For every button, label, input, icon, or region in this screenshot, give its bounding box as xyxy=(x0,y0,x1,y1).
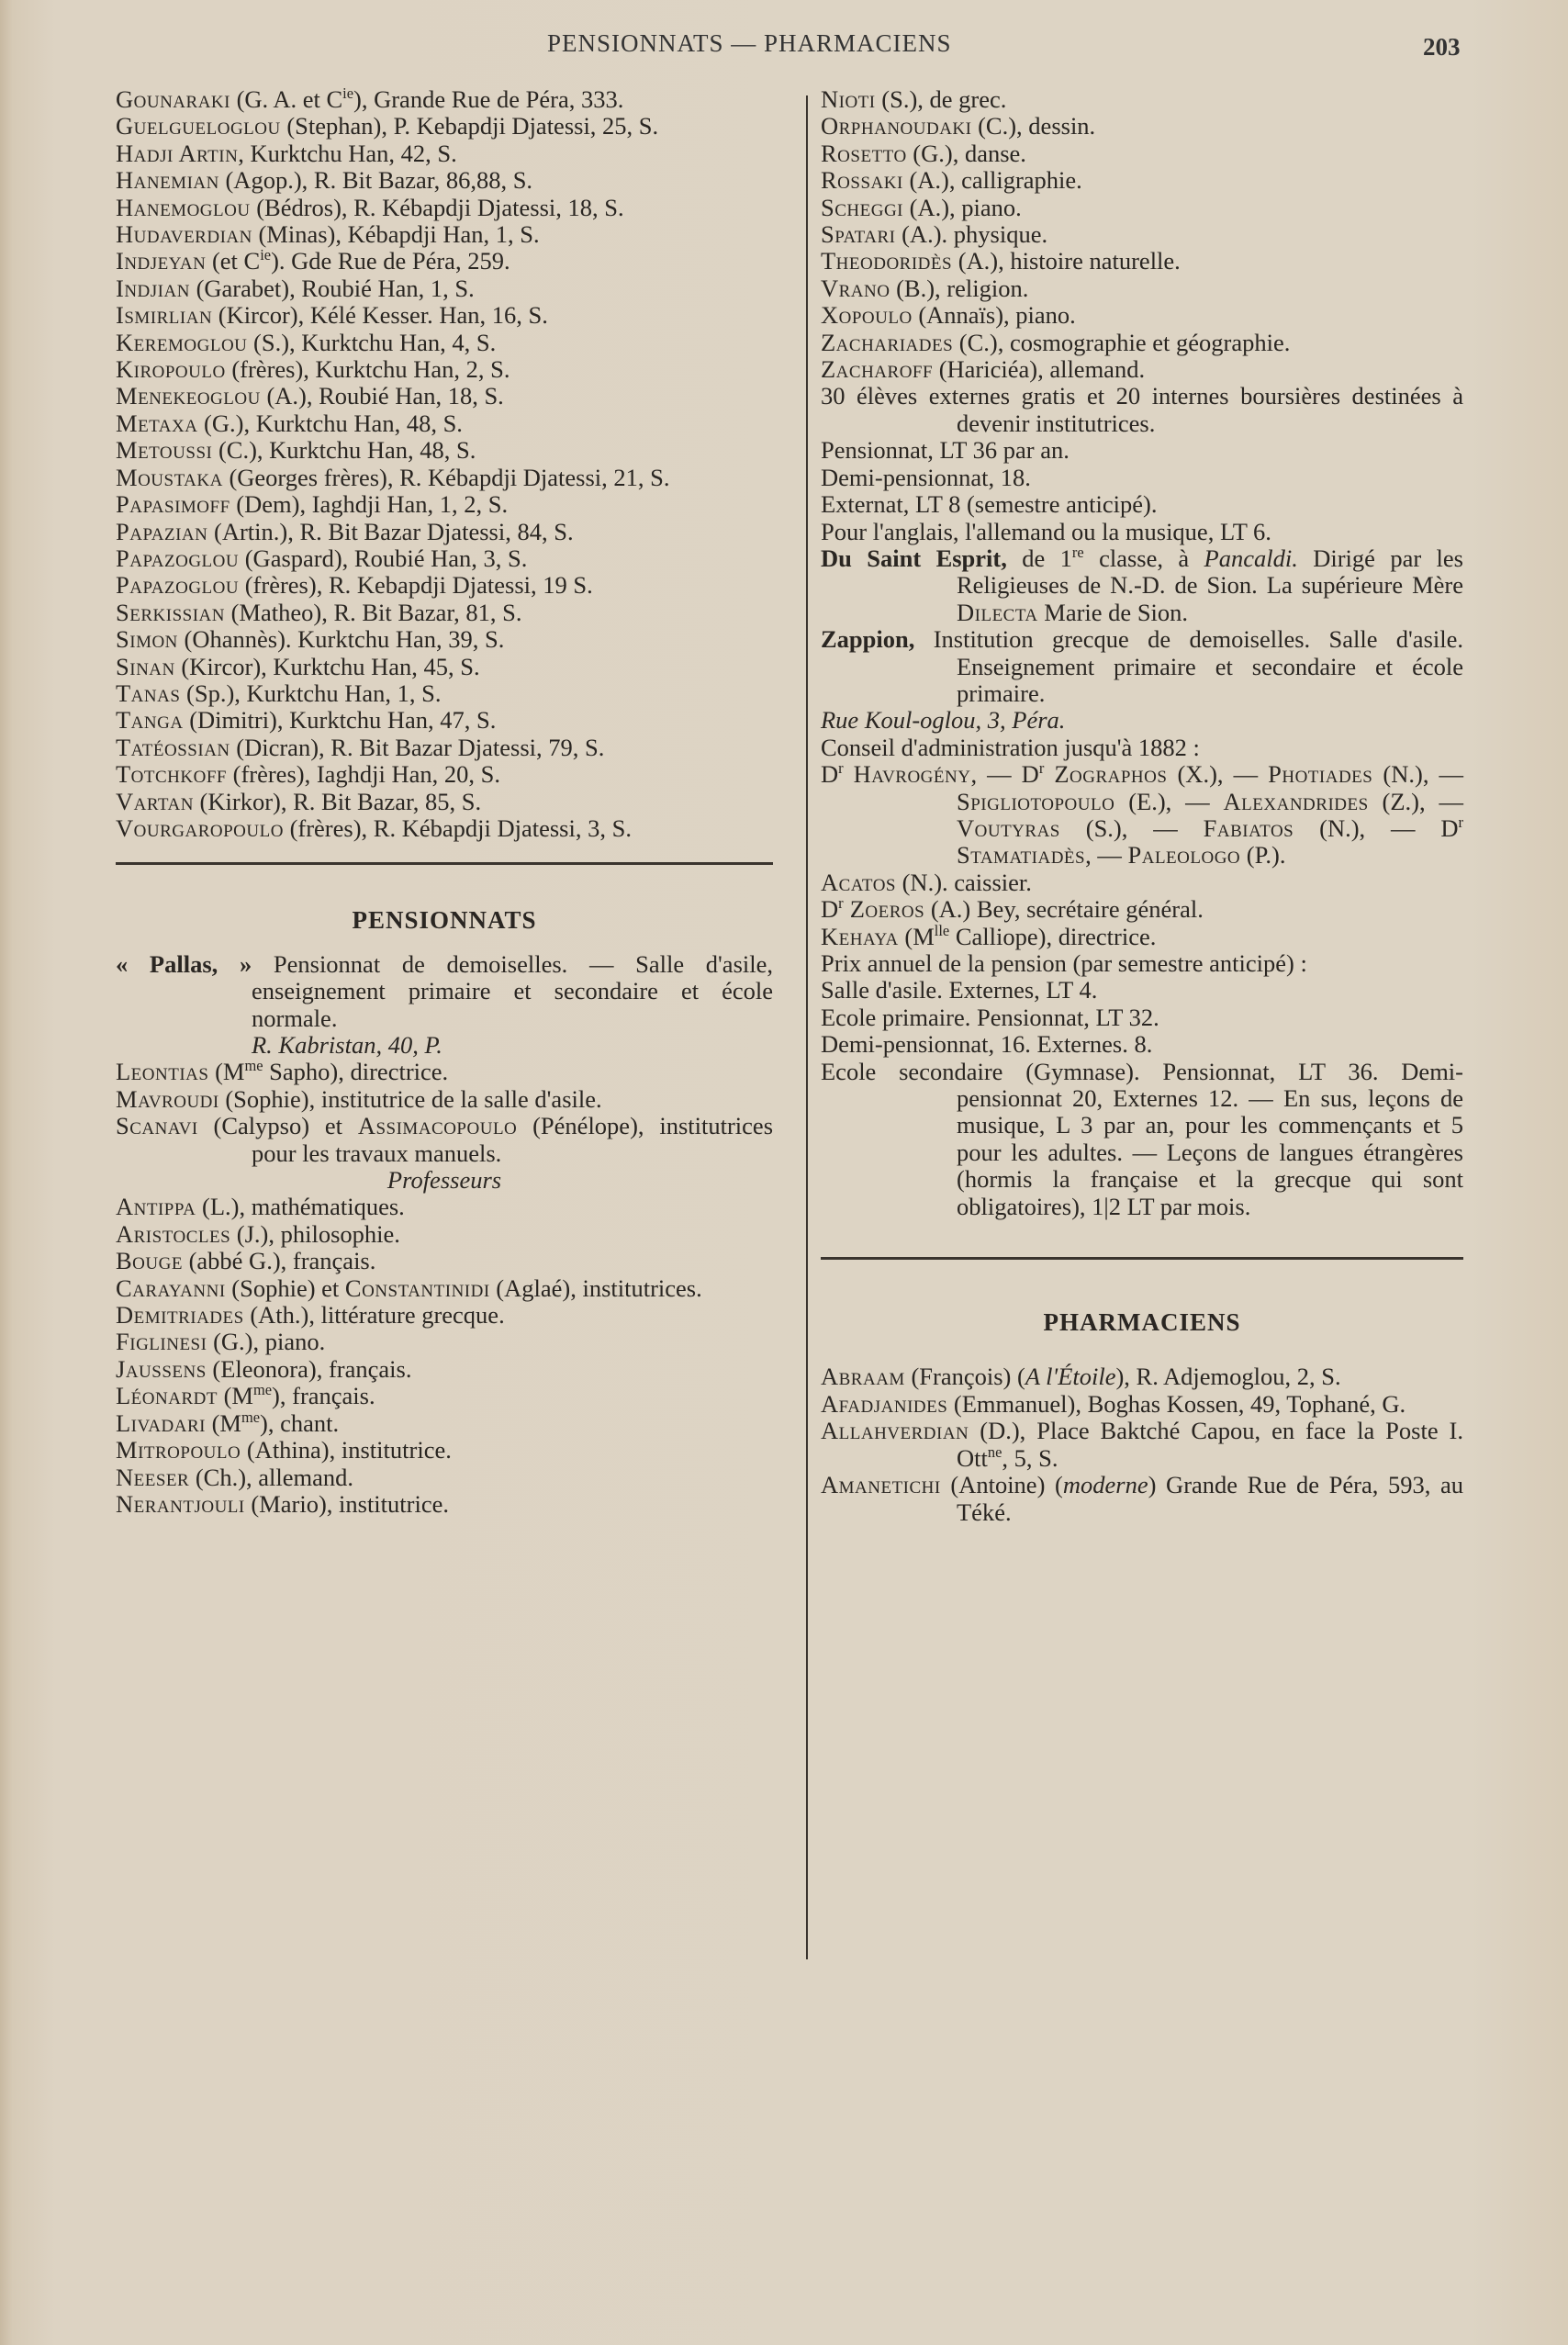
list-entry xyxy=(116,1410,773,1437)
entry-name: Tanas xyxy=(116,679,181,707)
entry-name: Nioti xyxy=(821,85,876,113)
text: (Ch.), allemand. xyxy=(189,1463,354,1491)
text: (François) ( xyxy=(904,1363,1025,1391)
entry-name: Papasimoff xyxy=(116,490,230,519)
text: (Antoine) ( xyxy=(940,1471,1063,1499)
list-entry xyxy=(116,1113,773,1167)
entry-name: Papazoglou xyxy=(116,571,240,600)
list-line: Ecole primaire. Pensionnat, LT 32. xyxy=(821,1003,1159,1031)
pallas-entry xyxy=(116,951,773,1032)
entry-name: Rossaki xyxy=(821,166,903,195)
prix-title: Prix annuel de la pension (par semestre anticipé) : xyxy=(821,949,1307,977)
list-entry xyxy=(116,1302,773,1329)
professeurs-list-continued xyxy=(821,86,1463,383)
entry-name: Zacharoff xyxy=(821,355,934,384)
entry-name: Keremoglou xyxy=(116,328,248,356)
text: (Athina), institutrice. xyxy=(241,1436,452,1464)
text: (et C xyxy=(206,247,261,275)
list-entry xyxy=(116,491,773,518)
list-entry xyxy=(116,465,773,491)
text: (Gaspard), Roubié Han, 3, S. xyxy=(239,544,528,572)
list-entry xyxy=(116,1383,773,1409)
entry-name: Zoeros xyxy=(843,895,925,924)
text: (Minas), Kébapdji Han, 1, S. xyxy=(252,220,540,249)
text: (Georges frères), R. Kébapdji Djatessi, 21, S. xyxy=(222,463,670,491)
zappion-address: Rue Koul-oglou, 3, Péra. xyxy=(821,706,1066,735)
entry-name: Totchkoff xyxy=(116,760,227,789)
price-list xyxy=(821,437,1463,518)
entry-name: Figlinesi xyxy=(116,1328,207,1356)
text: (frères), R. Kebapdji Djatessi, 19 S. xyxy=(239,571,593,600)
list-entry xyxy=(821,921,1463,950)
list-entry xyxy=(821,330,1463,356)
text: (C.), Kurktchu Han, 48, S. xyxy=(212,436,476,465)
text: Institution grecque de demoiselles. Salle d'asile. Enseignement primaire et secondaire et école primaire. xyxy=(914,625,1463,707)
entry-name: Jaussens xyxy=(116,1354,207,1383)
entry-name: Acatos xyxy=(821,868,896,896)
entry-name: Vourgaropoulo xyxy=(116,813,284,842)
list-line: Demi-pensionnat, 16. Externes. 8. xyxy=(821,1030,1153,1059)
pallas-desc: Pensionnat de demoiselles. — Salle d'asile, enseignement primaire et secondaire et école normale. xyxy=(252,949,773,1032)
entry-name: Scanavi xyxy=(116,1112,198,1140)
list-entry xyxy=(821,248,1463,275)
text: ), R. Adjemoglou, 2, S. xyxy=(1115,1363,1341,1391)
page-number: 203 xyxy=(1423,33,1461,61)
text: (G.), danse. xyxy=(906,139,1026,167)
entry-name: Metoussi xyxy=(116,436,213,465)
list-entry xyxy=(116,1275,773,1302)
staff-list xyxy=(116,1059,773,1167)
text: (Ohannès). Kurktchu Han, 39, S. xyxy=(177,625,505,654)
pallas-address: R. Kabristan, 40, P. xyxy=(252,1031,442,1059)
entry-name: Indjeyan xyxy=(116,247,207,275)
list-entry xyxy=(116,113,773,140)
text: (A.), calligraphie. xyxy=(902,166,1082,195)
page-header xyxy=(0,26,1568,62)
text: (Kircor), Kurktchu Han, 45, S. xyxy=(174,652,480,680)
text: (Mario), institutrice. xyxy=(244,1489,449,1518)
list-line: Pensionnat, LT 36 par an. xyxy=(821,436,1070,465)
professeurs-title: Professeurs xyxy=(386,1166,502,1195)
entry-name: Metaxa xyxy=(116,409,198,437)
list-entry xyxy=(821,302,1463,329)
entry-name: Carayanni xyxy=(116,1273,226,1302)
list-entry xyxy=(116,1221,773,1248)
text: ), français. xyxy=(272,1382,375,1410)
list-entry xyxy=(116,86,773,113)
text: lle xyxy=(934,921,950,939)
conseil-title: Conseil d'administration jusqu'à 1882 : xyxy=(821,733,1200,761)
text: (Aglaé), institutrices. xyxy=(489,1273,702,1302)
entry-name: Livadari xyxy=(116,1408,206,1437)
text: (C.), dessin. xyxy=(971,112,1096,140)
list-entry xyxy=(116,626,773,653)
entry-name: Simon xyxy=(116,625,178,654)
list-entry xyxy=(821,896,1463,923)
text: moderne xyxy=(1062,1471,1148,1499)
list-line: Salle d'asile. Externes, LT 4. xyxy=(821,976,1098,1004)
entry-name: Guelgueloglou xyxy=(116,112,281,140)
text: (Kirkor), R. Bit Bazar, 85, S. xyxy=(193,787,482,815)
text: ), chant. xyxy=(260,1408,340,1437)
text: ie xyxy=(342,84,354,103)
text: (Stephan), P. Kebapdji Djatessi, 25, S. xyxy=(280,112,659,140)
professeurs-list xyxy=(116,1194,773,1518)
entry-name: Leontias xyxy=(116,1058,209,1086)
prix-list xyxy=(821,977,1463,1220)
list-entry xyxy=(116,1356,773,1383)
left-column xyxy=(116,86,773,1518)
running-head: PENSIONNATS — PHARMACIENS xyxy=(547,29,952,57)
list-entry xyxy=(821,870,1463,896)
entry-name: Tanga xyxy=(116,706,184,735)
text: (M xyxy=(205,1408,241,1437)
text: (Hariciéa), allemand. xyxy=(933,355,1146,384)
list-entry xyxy=(116,735,773,761)
text: (S.), de grec. xyxy=(875,85,1007,113)
list-entry xyxy=(821,356,1463,383)
list-line: Ecole secondaire (Gymnase). Pensionnat, LT 36. Demi-pensionnat 20, Externes 12. — En sus, leçons de musique, L 3 par an, pour les commençants et 5 pour les adultes. — Leçons de langues étrangères (hormis la française et la grecque qui sont obligatoires), 1|2 LT par mois. xyxy=(821,1057,1463,1220)
entry-name: Hanemoglou xyxy=(116,193,251,221)
list-entry xyxy=(116,600,773,626)
conseil-members: $D^r$ Havrogény, — $D^r$ Zographos (X.), — Photiades (N.), — Spigliotopoulo (E.), — Alexandrides (Z.), — Voutyras (S.), — Fabiatos (N.), — $D^r$ Stamatiadès, — Paleologo (P.). xyxy=(821,759,1463,870)
text: (frères), R. Kébapdji Djatessi, 3, S. xyxy=(283,813,632,842)
entry-name: Scheggi xyxy=(821,193,904,221)
text: de 1 xyxy=(1006,544,1072,572)
text: (A.), Roubié Han, 18, S. xyxy=(260,382,504,410)
entry-name: Kiropoulo xyxy=(116,355,226,384)
section-title-pharmaciens: PHARMACIENS xyxy=(1043,1308,1241,1337)
entry-name: Abraam xyxy=(821,1363,905,1391)
langues-note: Pour l'anglais, l'allemand ou la musique, LT 6. xyxy=(821,517,1271,545)
list-entry xyxy=(116,356,773,383)
text: Dilecta xyxy=(957,598,1038,626)
entry-name: Vartan xyxy=(116,787,194,815)
text: (Kircor), Kélé Kesser. Han, 16, S. xyxy=(212,301,548,330)
entry-name: Hudaverdian xyxy=(116,220,252,249)
text: Dirigé par les Religieuses de N.-D. de Sion. La supérieure Mère xyxy=(957,544,1463,600)
text: (B.), religion. xyxy=(890,274,1029,302)
list-line: Externat, LT 8 (semestre anticipé). xyxy=(821,490,1158,519)
text: (L.), mathématiques. xyxy=(196,1193,405,1221)
list-entry xyxy=(116,815,773,842)
list-entry xyxy=(116,437,773,464)
text: (Bédros), R. Kébapdji Djatessi, 18, S. xyxy=(250,193,624,221)
text: , 5, S. xyxy=(1002,1443,1058,1472)
text: (G.), piano. xyxy=(207,1328,326,1356)
entry-name: Mavroudi xyxy=(116,1084,219,1113)
text: (Dimitri), Kurktchu Han, 47, S. xyxy=(183,706,497,735)
text: ne xyxy=(987,1442,1002,1461)
list-entry xyxy=(116,545,773,572)
text: (G.), Kurktchu Han, 48, S. xyxy=(197,409,463,437)
text: (M xyxy=(217,1382,253,1410)
zappion-name: Zappion, xyxy=(821,625,915,654)
text: (frères), Kurktchu Han, 2, S. xyxy=(225,355,510,384)
list-entry xyxy=(116,1329,773,1355)
entry-name: Xopoulo xyxy=(821,301,913,330)
text: D xyxy=(821,895,839,924)
column-divider xyxy=(806,95,808,1959)
list-entry xyxy=(116,330,773,356)
list-entry xyxy=(116,248,773,275)
list-entry xyxy=(116,572,773,599)
zappion-entry xyxy=(821,626,1463,707)
right-column xyxy=(821,86,1463,1526)
list-entry xyxy=(821,113,1463,140)
list-entry xyxy=(116,275,773,302)
text: (Artin.), R. Bit Bazar Djatessi, 84, S. xyxy=(207,517,574,545)
entry-name: Hanemian xyxy=(116,166,219,195)
text: (C.), cosmographie et géographie. xyxy=(953,328,1291,356)
list-entry xyxy=(116,1437,773,1464)
entry-name: Bouge xyxy=(116,1247,183,1275)
entry-name: Spatari xyxy=(821,220,896,249)
text: ie xyxy=(260,246,272,264)
section-title-pensionnats: PENSIONNATS xyxy=(352,906,537,935)
text: Pancaldi. xyxy=(1204,544,1298,572)
text: (D.), Place Baktché Capou, en face la Poste I. Ott xyxy=(957,1417,1463,1472)
text: ). Gde Rue de Péra, 259. xyxy=(271,247,510,275)
list-entry xyxy=(116,221,773,248)
list-entry xyxy=(116,1491,773,1518)
entry-name: Kehaya xyxy=(821,922,899,950)
text: ) Grande Rue de Péra, 593, au Téké. xyxy=(957,1471,1463,1526)
text: (Ath.), littérature grecque. xyxy=(243,1301,505,1330)
entry-name: Neeser xyxy=(116,1463,190,1491)
list-entry xyxy=(116,1194,773,1220)
text: (Dem), Iaghdji Han, 1, 2, S. xyxy=(230,490,509,519)
text: (Emmanuel), Boghas Kossen, 49, Tophané, G. xyxy=(947,1389,1406,1418)
merchant-list xyxy=(116,86,773,842)
entry-name: Léonardt xyxy=(116,1382,218,1410)
saint-esprit-name: Du Saint Esprit, xyxy=(821,544,1007,572)
entry-name: Hadji Artin xyxy=(116,139,239,167)
text: (J.), philosophie. xyxy=(230,1219,400,1248)
text: me xyxy=(244,1057,263,1075)
list-entry xyxy=(116,195,773,221)
text: (Agop.), R. Bit Bazar, 86,88, S. xyxy=(218,166,533,195)
list-entry xyxy=(116,302,773,329)
entry-name: Theodoridès xyxy=(821,247,953,275)
text: Sapho), directrice. xyxy=(263,1058,449,1086)
text: (Dicran), R. Bit Bazar Djatessi, 79, S. xyxy=(230,733,605,761)
text: (Calypso) et xyxy=(197,1112,358,1140)
text: r xyxy=(838,894,844,913)
entry-name: Tatéossian xyxy=(116,733,230,761)
entry-name: Papazian xyxy=(116,517,208,545)
entry-name: Rosetto xyxy=(821,139,907,167)
list-entry xyxy=(821,1391,1463,1418)
list-entry xyxy=(116,167,773,194)
entry-name: Sinan xyxy=(116,652,175,680)
list-entry xyxy=(116,140,773,167)
text: (Pénélope), institutrices pour les travaux manuels. xyxy=(252,1112,774,1167)
text: (N.). caissier. xyxy=(895,868,1032,896)
text: classe, à xyxy=(1083,544,1204,572)
entry-name: Afadjanides xyxy=(821,1389,948,1418)
list-entry xyxy=(116,1059,773,1085)
text: , Kurktchu Han, 42, S. xyxy=(238,139,457,167)
text: (M xyxy=(898,922,935,950)
text: (S.), Kurktchu Han, 4, S. xyxy=(247,328,497,356)
text: re xyxy=(1071,544,1084,562)
entry-name: Moustaka xyxy=(116,463,223,491)
text: (Annaïs), piano. xyxy=(912,301,1076,330)
pallas-name: « Pallas, » xyxy=(116,949,252,978)
entry-name: Ismirlian xyxy=(116,301,213,330)
entry-name: Allahverdian xyxy=(821,1417,969,1445)
eleves-note: 30 élèves externes gratis et 20 internes boursières destinées à devenir institutrices. xyxy=(821,382,1463,437)
list-entry xyxy=(116,1248,773,1274)
text: (abbé G.), français. xyxy=(182,1247,376,1275)
entry-name: Menekeoglou xyxy=(116,382,261,410)
text: A l'Étoile xyxy=(1025,1363,1116,1391)
text: (Sophie), institutrice de la salle d'asile. xyxy=(218,1084,602,1113)
list-entry xyxy=(116,789,773,815)
entry-name: Indjian xyxy=(116,274,190,302)
pharmaciens-list xyxy=(821,1363,1463,1525)
text: (Matheo), R. Bit Bazar, 81, S. xyxy=(224,598,522,626)
entry-name: Gounaraki xyxy=(116,85,230,113)
list-entry xyxy=(116,654,773,680)
list-entry xyxy=(116,1086,773,1113)
text: (Sophie) et xyxy=(225,1273,345,1302)
list-entry xyxy=(116,1464,773,1491)
text: Calliope), directrice. xyxy=(949,922,1157,950)
text: (frères), Iaghdji Han, 20, S. xyxy=(227,760,501,789)
text: (Sp.), Kurktchu Han, 1, S. xyxy=(180,679,442,707)
list-entry xyxy=(821,1418,1463,1472)
entry-name: Nerantjouli xyxy=(116,1489,245,1518)
list-entry xyxy=(116,519,773,545)
list-entry xyxy=(821,140,1463,167)
text: (A.), piano. xyxy=(903,193,1022,221)
list-entry xyxy=(116,410,773,437)
list-entry xyxy=(821,86,1463,113)
entry-name: Aristocles xyxy=(116,1219,231,1248)
text: ), Grande Rue de Péra, 333. xyxy=(353,85,624,113)
list-entry xyxy=(821,1363,1463,1390)
list-entry xyxy=(116,383,773,410)
entry-name: Papazoglou xyxy=(116,544,240,572)
entry-name: Antippa xyxy=(116,1193,196,1221)
text: (Garabet), Roubié Han, 1, S. xyxy=(189,274,475,302)
list-entry xyxy=(821,275,1463,302)
text: (A.), histoire naturelle. xyxy=(952,247,1181,275)
text: Marie de Sion. xyxy=(1037,598,1189,626)
text: (Eleonora), français. xyxy=(206,1354,412,1383)
entry-name: Vrano xyxy=(821,274,890,302)
text: (M xyxy=(208,1058,245,1086)
list-entry xyxy=(821,167,1463,194)
saint-esprit-entry xyxy=(821,545,1463,626)
officers-list xyxy=(821,870,1463,950)
entry-name: Serkissian xyxy=(116,598,225,626)
list-entry xyxy=(821,221,1463,248)
list-entry xyxy=(116,761,773,788)
entry-name: Assimacopoulo xyxy=(357,1112,518,1140)
list-line: Demi-pensionnat, 18. xyxy=(821,463,1031,491)
entry-name: Zachariades xyxy=(821,328,954,356)
entry-name: Mitropoulo xyxy=(116,1436,241,1464)
list-entry xyxy=(116,707,773,734)
entry-name: Demitriades xyxy=(116,1301,244,1330)
entry-name: Amanetichi xyxy=(821,1471,941,1499)
text: (A.) Bey, secrétaire général. xyxy=(924,895,1204,924)
list-entry xyxy=(821,1472,1463,1526)
entry-name: Constantinidi xyxy=(344,1273,490,1302)
list-entry xyxy=(821,195,1463,221)
text: (G. A. et C xyxy=(230,85,343,113)
list-entry xyxy=(116,680,773,707)
text: (A.). physique. xyxy=(895,220,1048,249)
entry-name: Orphanoudaki xyxy=(821,112,972,140)
text: me xyxy=(252,1381,273,1399)
text: me xyxy=(241,1408,261,1426)
